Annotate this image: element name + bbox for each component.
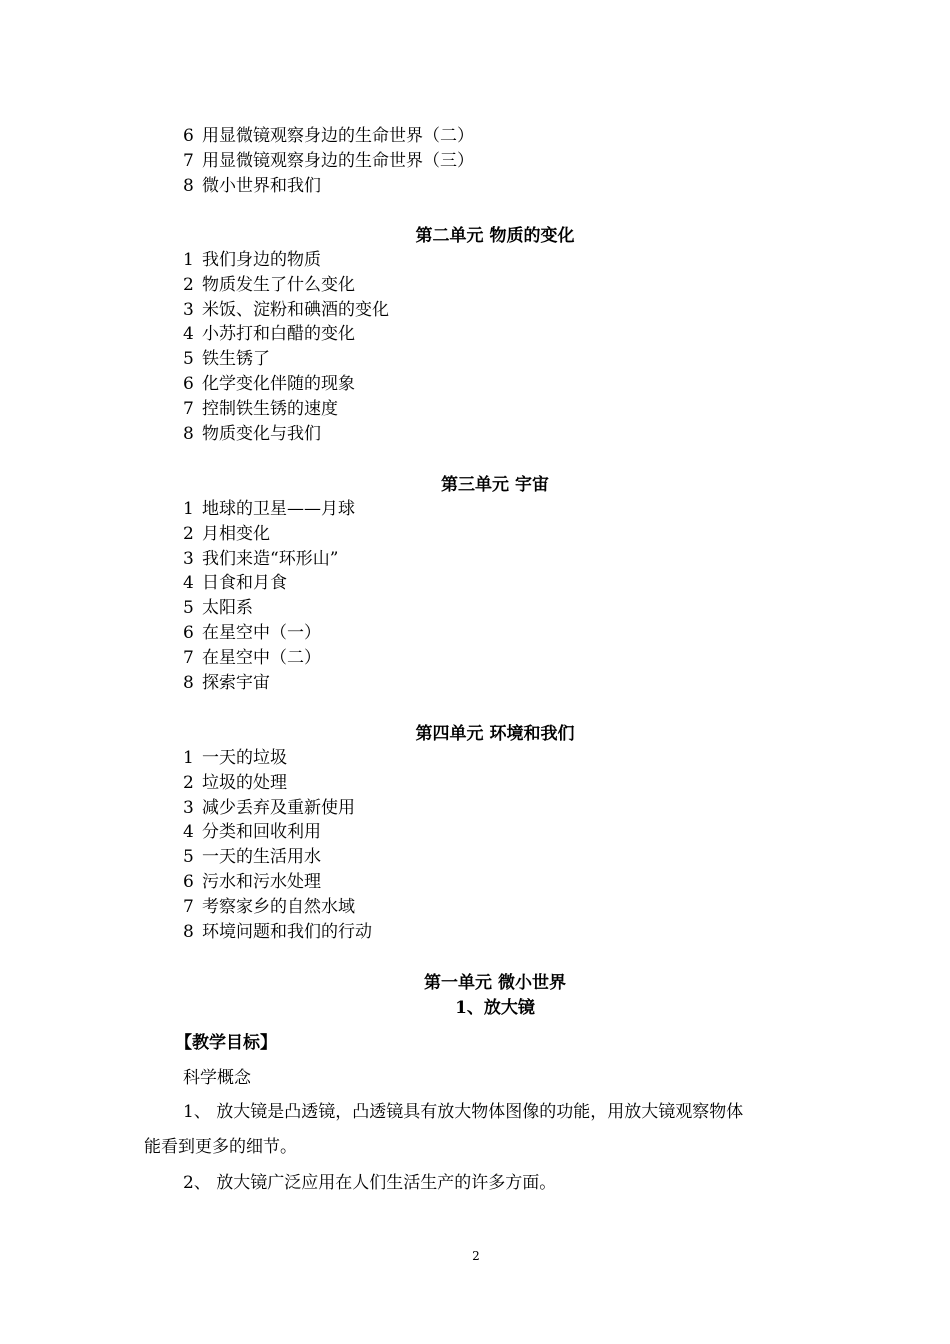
item-text: 我们来造“环形山” (202, 548, 339, 569)
item-text: 用显微镜观察身边的生命世界（三） (202, 150, 474, 171)
objectives-label: 【教学目标】 (175, 1033, 277, 1053)
list-item (0, 422, 950, 447)
item-number: 7 (183, 896, 194, 917)
list-item (0, 920, 950, 945)
list-item (0, 248, 950, 273)
item-text: 垃圾的处理 (202, 772, 287, 793)
paragraph-line: 2、 放大镜广泛应用在人们生活生产的许多方面。 (183, 1173, 557, 1193)
item-text: 我们身边的物质 (202, 250, 321, 270)
unit1-list (0, 124, 950, 198)
unit4-list (0, 746, 950, 944)
list-item (0, 646, 950, 671)
item-text: 污水和污水处理 (202, 871, 321, 892)
item-text: 月相变化 (202, 523, 270, 544)
item-number: 5 (183, 847, 194, 868)
list-item (0, 796, 950, 821)
list-item (0, 273, 950, 298)
list-item (0, 522, 950, 547)
unit3-list (0, 497, 950, 695)
item-number: 4 (183, 822, 194, 843)
item-text: 小苏打和白醋的变化 (202, 324, 355, 345)
list-item (0, 895, 950, 920)
page-number: 2 (472, 1249, 480, 1263)
item-text: 环境问题和我们的行动 (202, 921, 372, 942)
item-text: 控制铁生锈的速度 (202, 398, 338, 419)
item-text: 物质发生了什么变化 (202, 274, 355, 295)
list-item (0, 771, 950, 796)
item-text: 分类和回收利用 (202, 822, 321, 843)
item-number: 3 (183, 299, 194, 320)
item-number: 8 (183, 921, 194, 942)
item-text: 铁生锈了 (202, 349, 270, 370)
item-number: 6 (183, 126, 194, 146)
item-number: 6 (183, 622, 194, 643)
item-text: 物质变化与我们 (202, 423, 321, 444)
item-text: 在星空中（二） (202, 647, 321, 668)
item-number: 7 (183, 398, 194, 419)
item-number: 3 (183, 797, 194, 818)
unit2-list (0, 248, 950, 446)
list-item (0, 149, 950, 174)
list-item (0, 347, 950, 372)
item-text: 日食和月食 (202, 573, 287, 594)
item-text: 一天的垃圾 (202, 748, 287, 768)
item-number: 5 (183, 349, 194, 370)
list-item (0, 124, 950, 149)
list-item (0, 621, 950, 646)
item-number: 4 (183, 324, 194, 345)
list-item (0, 671, 950, 696)
lesson-title: 1、放大镜 (455, 998, 535, 1018)
list-item (0, 497, 950, 522)
item-number: 4 (183, 573, 194, 594)
list-item (0, 596, 950, 621)
item-text: 米饭、淀粉和碘酒的变化 (202, 299, 389, 320)
list-item (0, 746, 950, 771)
list-item (0, 820, 950, 845)
list-item (0, 298, 950, 323)
item-text: 一天的生活用水 (202, 847, 321, 868)
item-number: 8 (183, 175, 194, 196)
item-number: 7 (183, 647, 194, 668)
item-text: 地球的卫星——月球 (202, 499, 355, 519)
list-item (0, 322, 950, 347)
item-number: 5 (183, 598, 194, 619)
item-number: 6 (183, 373, 194, 394)
item-number: 6 (183, 871, 194, 892)
item-number: 7 (183, 150, 194, 171)
unit-heading: 第二单元 物质的变化 (415, 226, 575, 246)
item-text: 太阳系 (202, 598, 253, 619)
list-item (0, 547, 950, 572)
item-text: 化学变化伴随的现象 (202, 373, 355, 394)
item-number: 8 (183, 672, 194, 693)
item-text: 减少丢弃及重新使用 (202, 797, 355, 818)
item-number: 1 (183, 250, 194, 270)
lesson-unit-title: 第一单元 微小世界 (424, 973, 566, 993)
paragraph-line: 1、 放大镜是凸透镜，凸透镜具有放大物体图像的功能，用放大镜观察物体 (183, 1102, 744, 1122)
list-item (0, 397, 950, 422)
item-number: 1 (183, 499, 194, 519)
item-text: 在星空中（一） (202, 622, 321, 643)
list-item (0, 571, 950, 596)
unit-heading: 第四单元 环境和我们 (415, 724, 575, 744)
item-number: 2 (183, 274, 194, 295)
item-number: 8 (183, 423, 194, 444)
item-number: 2 (183, 772, 194, 793)
item-text: 探索宇宙 (202, 672, 270, 693)
list-item (0, 174, 950, 199)
item-number: 3 (183, 548, 194, 569)
paragraph-line: 能看到更多的细节。 (144, 1137, 297, 1157)
item-text: 微小世界和我们 (202, 175, 321, 196)
list-item (0, 372, 950, 397)
list-item (0, 870, 950, 895)
unit-heading: 第三单元 宇宙 (441, 475, 549, 495)
item-text: 用显微镜观察身边的生命世界（二） (202, 126, 474, 146)
item-number: 2 (183, 523, 194, 544)
item-number: 1 (183, 748, 194, 768)
list-item (0, 845, 950, 870)
item-text: 考察家乡的自然水域 (202, 896, 355, 917)
subsection-label: 科学概念 (183, 1068, 251, 1088)
